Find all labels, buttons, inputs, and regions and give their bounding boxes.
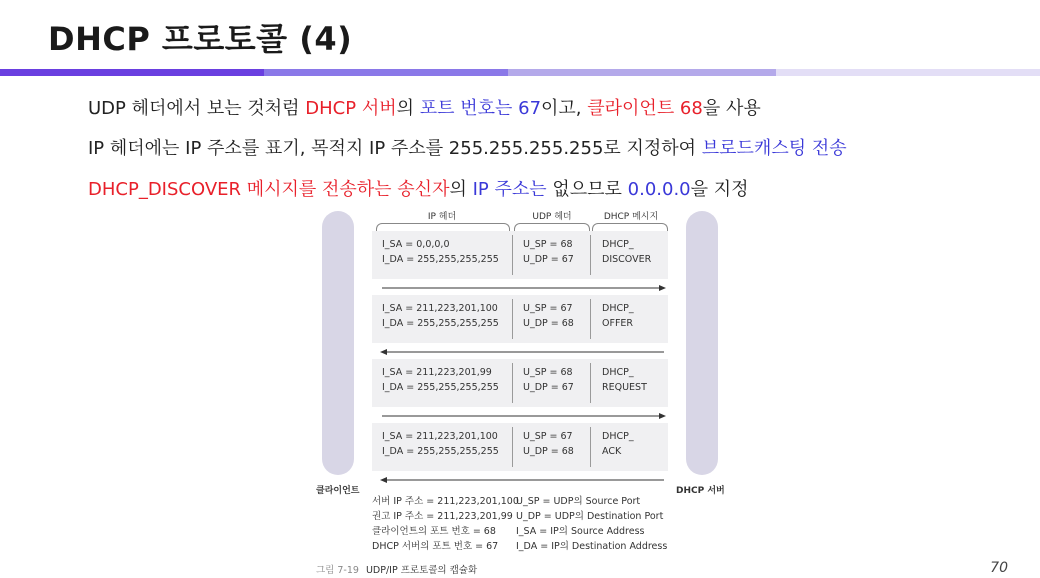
udp-header-fields xyxy=(523,301,574,331)
field-separator xyxy=(512,235,513,275)
arrow-right xyxy=(380,411,666,421)
field-usp: U_SP = 68 xyxy=(523,239,573,250)
text-run: DHCP_DISCOVER 메시지를 전송하는 송신자 xyxy=(88,179,450,200)
ip-header-fields xyxy=(382,365,499,395)
legend-left-item: 서버 IP 주소 = 211,223,201,100 xyxy=(372,496,519,507)
text-run: 브로드캐스팅 전송 xyxy=(701,138,847,159)
text-line-3 xyxy=(88,175,749,201)
legend-right-item: I_DA = IP의 Destination Address xyxy=(516,541,668,552)
arrow-left xyxy=(380,347,666,357)
dhcp-message-fields xyxy=(602,237,651,267)
text-run: 을 사용 xyxy=(702,98,761,119)
dhcp-message-fields xyxy=(602,365,647,395)
text-run: 0.0.0.0 xyxy=(627,179,691,200)
field-separator xyxy=(512,299,513,339)
field-isa: I_SA = 0,0,0,0 xyxy=(382,239,450,250)
field-m2: OFFER xyxy=(602,318,634,329)
field-udp: U_DP = 68 xyxy=(523,446,574,457)
arrow-left xyxy=(380,475,666,485)
figure-caption-text: UDP/IP 프로토콜의 캡슐화 xyxy=(365,565,478,576)
field-m1: DHCP_ xyxy=(602,367,634,378)
udp-header-fields xyxy=(523,237,574,267)
field-ida: I_DA = 255,255,255,255 xyxy=(382,318,499,329)
field-isa: I_SA = 211,223,201,100 xyxy=(382,431,498,442)
ip-header-fields xyxy=(382,429,499,459)
legend-left xyxy=(372,494,519,554)
field-separator xyxy=(512,427,513,467)
field-ida: I_DA = 255,255,255,255 xyxy=(382,254,499,265)
field-separator xyxy=(590,427,591,467)
field-separator xyxy=(590,235,591,275)
field-m2: ACK xyxy=(602,446,622,457)
legend-left-item: DHCP 서버의 포트 번호 = 67 xyxy=(372,541,499,552)
field-ida: I_DA = 255,255,255,255 xyxy=(382,382,499,393)
text-run: 의 xyxy=(396,98,420,119)
packet-request xyxy=(372,359,668,407)
dhcp-message-fields xyxy=(602,301,634,331)
field-m2: DISCOVER xyxy=(602,254,652,265)
text-run: 없으므로 xyxy=(552,179,628,200)
slide-title: DHCP 프로토콜 (4) xyxy=(48,20,353,58)
text-run: 을 지정 xyxy=(690,179,749,200)
figure-caption xyxy=(316,562,477,576)
field-m2: REQUEST xyxy=(602,382,647,393)
dhcp-encapsulation-diagram xyxy=(300,205,740,505)
title-bar-seg-1 xyxy=(0,69,264,76)
ip-header-fields xyxy=(382,301,499,331)
text-run: 포트 번호는 67 xyxy=(419,98,542,119)
field-separator xyxy=(590,363,591,403)
title-bar-seg-2 xyxy=(264,69,508,76)
ip-header-fields xyxy=(382,237,499,267)
packet-offer xyxy=(372,295,668,343)
field-udp: U_DP = 67 xyxy=(523,254,574,265)
legend-right-item: U_DP = UDP의 Destination Port xyxy=(516,511,664,522)
field-udp: U_DP = 67 xyxy=(523,382,574,393)
field-separator xyxy=(590,299,591,339)
field-isa: I_SA = 211,223,201,100 xyxy=(382,303,498,314)
text-line-2 xyxy=(88,134,847,160)
legend-right-item: U_SP = UDP의 Source Port xyxy=(516,496,641,507)
text-line-1 xyxy=(88,94,761,120)
client-label: 클라이언트 xyxy=(316,486,360,496)
server-label: DHCP 서버 xyxy=(676,486,725,496)
page-number: 70 xyxy=(990,560,1008,576)
text-run: 의 xyxy=(449,179,473,200)
field-separator xyxy=(512,363,513,403)
legend-right-item: I_SA = IP의 Source Address xyxy=(516,526,645,537)
udp-header-fields xyxy=(523,365,574,395)
title-bar-seg-3 xyxy=(508,69,776,76)
legend-left-item: 권고 IP 주소 = 211,223,201,99 xyxy=(372,511,513,522)
title-bar-seg-4 xyxy=(776,69,1040,76)
field-m1: DHCP_ xyxy=(602,431,634,442)
title-underline xyxy=(0,69,1040,76)
field-usp: U_SP = 67 xyxy=(523,303,573,314)
packet-discover xyxy=(372,231,668,279)
field-ida: I_DA = 255,255,255,255 xyxy=(382,446,499,457)
field-isa: I_SA = 211,223,201,99 xyxy=(382,367,492,378)
field-m1: DHCP_ xyxy=(602,303,634,314)
dhcp-message-label: DHCP 메시지 xyxy=(603,212,659,222)
packet-ack xyxy=(372,423,668,471)
udp-header-label: UDP 헤더 xyxy=(532,212,572,222)
udp-header-fields xyxy=(523,429,574,459)
text-run: IP 헤더에는 IP 주소를 표기, 목적지 IP 주소를 255.255.255.255로 지정하여 xyxy=(88,138,702,159)
field-m1: DHCP_ xyxy=(602,239,634,250)
text-run: 이고, xyxy=(541,98,588,119)
text-run: UDP 헤더에서 보는 것처럼 xyxy=(88,98,306,119)
field-usp: U_SP = 67 xyxy=(523,431,573,442)
client-bar xyxy=(322,211,354,475)
field-udp: U_DP = 68 xyxy=(523,318,574,329)
legend-right xyxy=(516,494,667,554)
field-usp: U_SP = 68 xyxy=(523,367,573,378)
server-bar xyxy=(686,211,718,475)
text-run: DHCP 서버 xyxy=(305,98,397,119)
legend-left-item: 클라이언트의 포트 번호 = 68 xyxy=(372,526,496,537)
arrow-right xyxy=(380,283,666,293)
ip-header-label: IP 헤더 xyxy=(427,212,457,222)
text-run: IP 주소는 xyxy=(472,179,553,200)
figure-number: 그림 7-19 xyxy=(316,565,359,576)
dhcp-message-fields xyxy=(602,429,634,459)
text-run: 클라이언트 68 xyxy=(587,98,703,119)
